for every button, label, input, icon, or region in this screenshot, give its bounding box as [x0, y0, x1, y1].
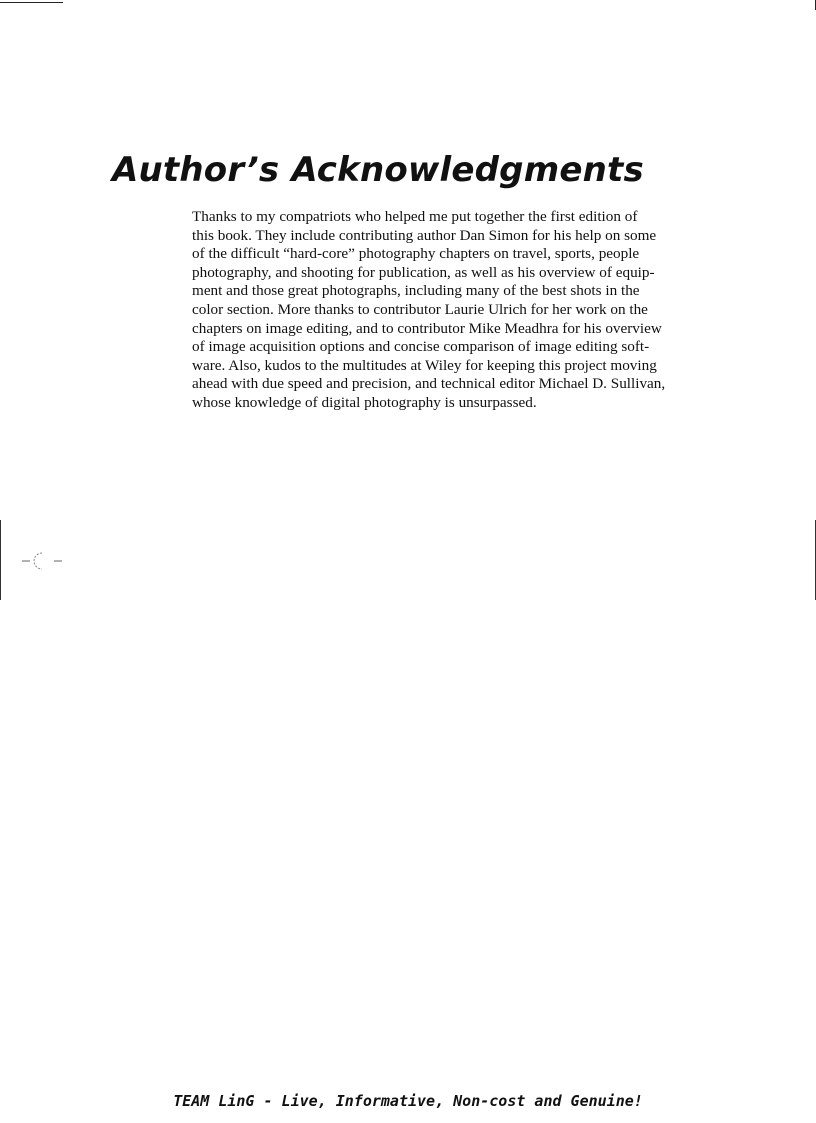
paragraph-line: Thanks to my compatriots who helped me put together the first edition of [192, 208, 638, 225]
paragraph-line: photography, and shooting for publication, as well as his overview of equip- [192, 263, 655, 281]
paragraph-line: of the difficult “hard-core” photography chapters on travel, sports, people [192, 245, 640, 263]
acknowledgments-paragraph [192, 208, 704, 413]
paragraph-line: ment and those great photographs, including many of the best shots in the [192, 282, 640, 300]
paragraph-line: of image acquisition options and concise comparison of image editing soft- [192, 338, 650, 356]
crop-mark-top-left [0, 2, 63, 3]
paragraph-line: whose knowledge of digital photography is unsurpassed. [192, 393, 537, 411]
paragraph-line: chapters on image editing, and to contributor Mike Meadhra for his overview [192, 319, 662, 337]
margin-rule-left [0, 520, 1, 600]
page-title: Author’s Acknowledgments [112, 150, 644, 190]
footer-banner: TEAM LinG - Live, Informative, Non-cost and Genuine! [173, 1092, 643, 1110]
paragraph-line: color section. More thanks to contributor Laurie Ulrich for her work on the [192, 300, 648, 318]
paragraph-line: ahead with due speed and precision, and technical editor Michael D. Sullivan, [192, 375, 666, 393]
registration-mark-icon [22, 548, 66, 574]
paragraph-line: this book. They include contributing author Dan Simon for his help on some [192, 226, 657, 244]
paragraph-line: ware. Also, kudos to the multitudes at Wiley for keeping this project moving [192, 356, 657, 374]
